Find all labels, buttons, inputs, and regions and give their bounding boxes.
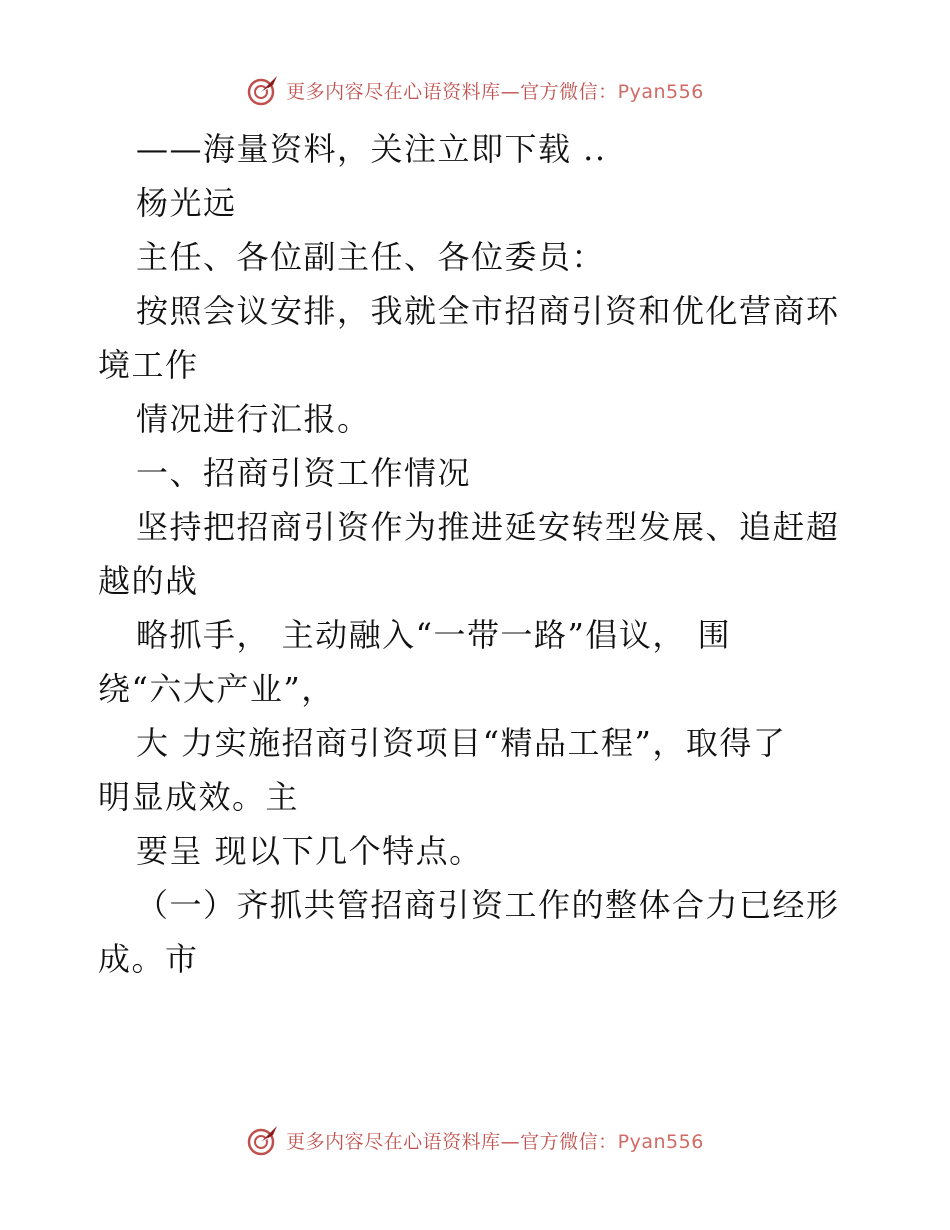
text-line: 按照会议安排，我就全市招商引资和优化营商环 <box>136 292 840 330</box>
text-line: 境工作 <box>98 346 199 384</box>
text-line: 情况进行汇报。 <box>136 400 371 438</box>
text-line: 越的战 <box>98 562 199 600</box>
quill-logo-icon <box>246 73 280 107</box>
text-line: 成。市 <box>98 940 199 978</box>
quill-logo-icon <box>246 1123 280 1157</box>
footer-watermark <box>0 1120 950 1160</box>
section-heading: 一、招商引资工作情况 <box>136 454 472 492</box>
text-line: 坚持把招商引资作为推进延安转型发展、追赶超 <box>136 508 840 546</box>
text-line: 明显成效。主 <box>98 778 300 816</box>
watermark-text <box>286 77 704 104</box>
header-watermark <box>0 70 950 110</box>
text-line: ——海量资料，关注立即下载 .. <box>136 130 607 168</box>
text-line: 略抓手， 主动融入“一带一路”倡议， 围 <box>136 616 732 654</box>
watermark-label: 更多内容尽在心语资料库—官方微信： <box>286 1130 618 1153</box>
text-line: 绕“六大产业”， <box>98 670 335 708</box>
text-line: 大 力实施招商引资项目“精品工程”，取得了 <box>136 724 787 762</box>
text-line: 要呈 现以下几个特点。 <box>136 832 483 870</box>
watermark-label: 更多内容尽在心语资料库—官方微信： <box>286 80 618 103</box>
watermark-handle: Pyan556 <box>617 80 704 103</box>
subsection-heading: （一）齐抓共管招商引资工作的整体合力已经形 <box>136 886 840 924</box>
salutation: 主任、各位副主任、各位委员： <box>136 238 606 276</box>
document-body <box>98 122 858 986</box>
watermark-text <box>286 1127 704 1154</box>
author-name: 杨光远 <box>136 184 237 222</box>
watermark-handle: Pyan556 <box>617 1130 704 1153</box>
